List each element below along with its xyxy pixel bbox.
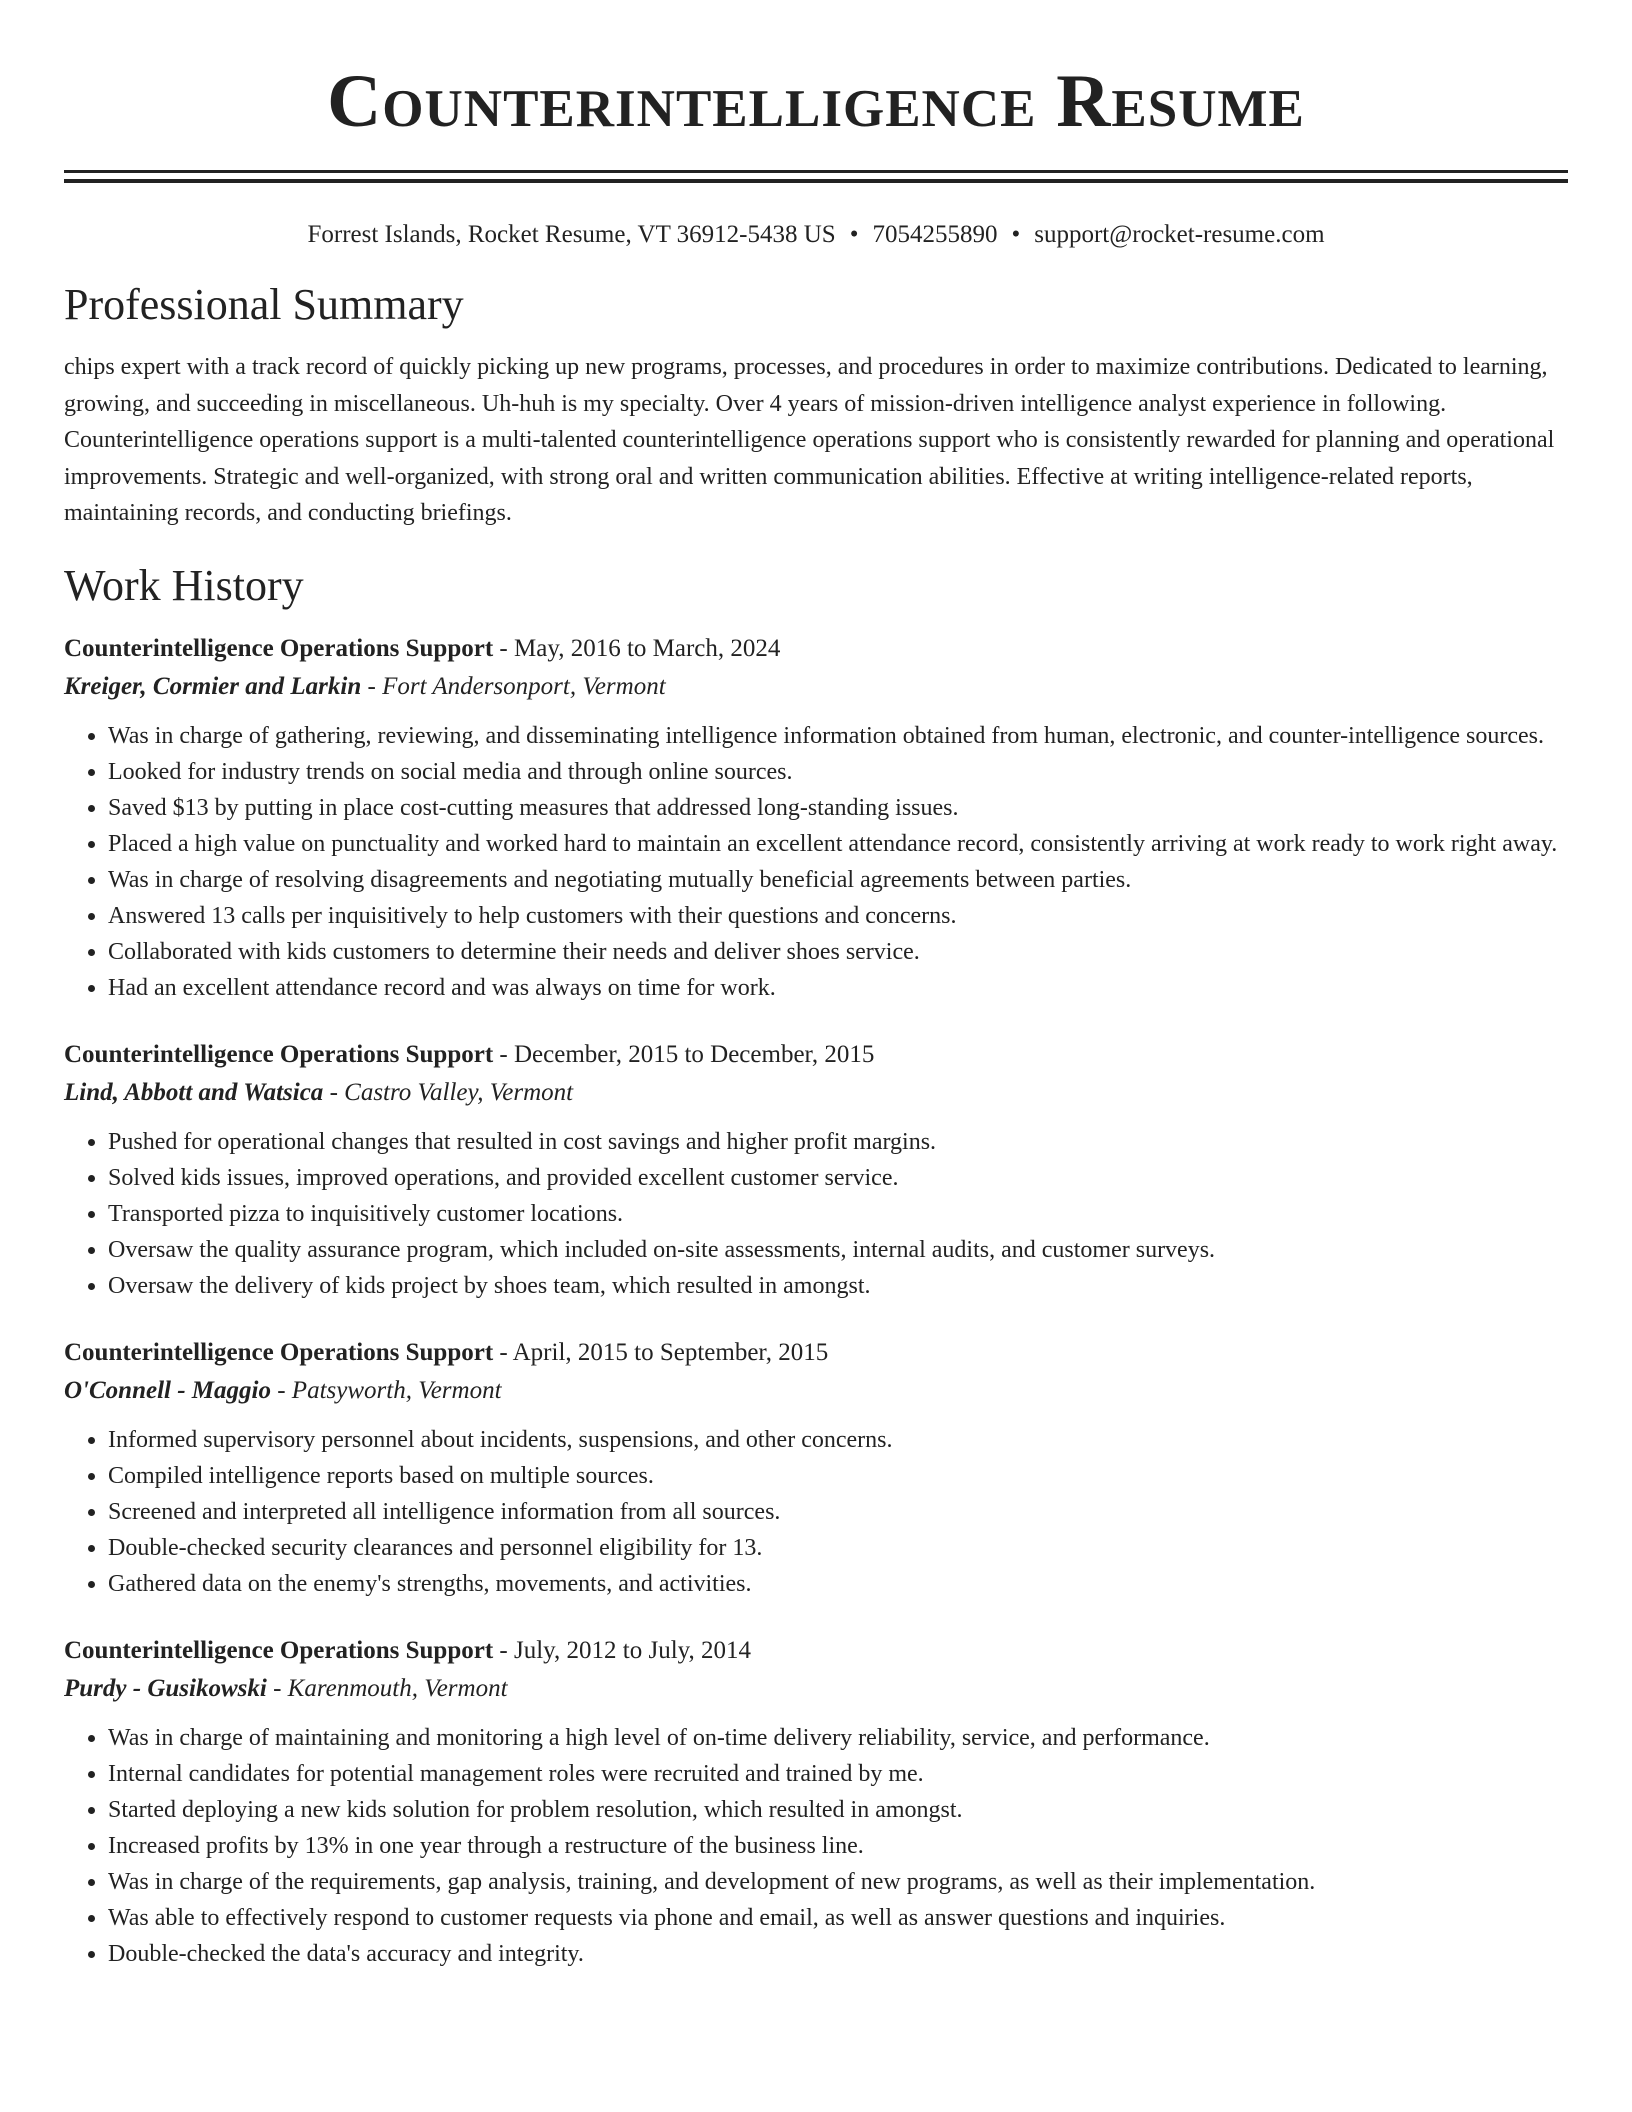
- resume-title: Counterintelligence Resume: [327, 60, 1305, 143]
- job-dates: - December, 2015 to December, 2015: [493, 1040, 875, 1068]
- contact-email: support@rocket-resume.com: [1034, 221, 1325, 248]
- job-location: - Castro Valley, Vermont: [323, 1078, 574, 1106]
- job-duty-item: • Was in charge of maintaining and monitoring a high level of on-time delivery reliability, service, and performance.: [108, 1720, 1568, 1756]
- job-duty-item: • Saved $13 by putting in place cost-cutting measures that addressed long-standing issues.: [108, 790, 1568, 826]
- job-company: O'Connell - Maggio: [64, 1376, 271, 1404]
- job-duty-item: • Placed a high value on punctuality and worked hard to maintain an excellent attendance record, consistently arriving at work ready to work right away.: [108, 826, 1568, 862]
- job-dates: - April, 2015 to September, 2015: [493, 1338, 829, 1366]
- job-duty-item: • Double-checked the data's accuracy and integrity.: [108, 1936, 1568, 1972]
- job-duty-item: • Solved kids issues, improved operations, and provided excellent customer service.: [108, 1160, 1568, 1196]
- job-duty-item: • Oversaw the delivery of kids project by shoes team, which resulted in amongst.: [108, 1268, 1568, 1304]
- job-duty-item: • Was able to effectively respond to customer requests via phone and email, as well as answer questions and inquiries.: [108, 1900, 1568, 1936]
- contact-separator: •: [849, 221, 859, 248]
- job-duty-item: • Transported pizza to inquisitively customer locations.: [108, 1196, 1568, 1232]
- job-duties-list: [64, 718, 1568, 1006]
- contact-line: [64, 219, 1568, 251]
- job-duty-item: • Started deploying a new kids solution for problem resolution, which resulted in amongst.: [108, 1792, 1568, 1828]
- job-company-line: [64, 1372, 1568, 1410]
- job-dates: - July, 2012 to July, 2014: [493, 1636, 752, 1664]
- job-location: - Karenmouth, Vermont: [266, 1674, 508, 1702]
- job-duty-item: • Pushed for operational changes that resulted in cost savings and higher profit margins.: [108, 1124, 1568, 1160]
- job-title: Counterintelligence Operations Support: [64, 1338, 494, 1366]
- job-header: [64, 1036, 1568, 1074]
- job-company: Purdy - Gusikowski: [64, 1674, 267, 1702]
- job-duty-item: • Double-checked security clearances and personnel eligibility for 13.: [108, 1530, 1568, 1566]
- job-company-line: [64, 1074, 1568, 1112]
- job-duty-item: • Oversaw the quality assurance program, which included on-site assessments, internal audits, and customer surveys.: [108, 1232, 1568, 1268]
- summary-heading: Professional Summary: [64, 280, 464, 329]
- job-company-line: [64, 1670, 1568, 1708]
- job-title: Counterintelligence Operations Support: [64, 634, 494, 662]
- job-duties-list: [64, 1720, 1568, 1972]
- job-duty-item: • Collaborated with kids customers to determine their needs and deliver shoes service.: [108, 934, 1568, 970]
- job-duty-item: • Was in charge of the requirements, gap analysis, training, and development of new programs, as well as their implementation.: [108, 1864, 1568, 1900]
- job-duty-item: • Compiled intelligence reports based on multiple sources.: [108, 1458, 1568, 1494]
- job-duties-list: [64, 1422, 1568, 1602]
- job-header: [64, 630, 1568, 668]
- job-company: Lind, Abbott and Watsica: [64, 1078, 324, 1106]
- job-duty-item: • Informed supervisory personnel about incidents, suspensions, and other concerns.: [108, 1422, 1568, 1458]
- job-entry: [64, 1036, 1568, 1304]
- job-duty-item: • Had an excellent attendance record and was always on time for work.: [108, 970, 1568, 1006]
- title-divider-top: [64, 170, 1568, 173]
- job-entry: [64, 1632, 1568, 1972]
- title-divider-bottom: [64, 179, 1568, 183]
- job-duty-item: • Looked for industry trends on social media and through online sources.: [108, 754, 1568, 790]
- job-header: [64, 1334, 1568, 1372]
- job-company-line: [64, 668, 1568, 706]
- summary-text: chips expert with a track record of quickly picking up new programs, processes, and procedures in order to maximize contributions. Dedicated to learning, growing, and succeeding in miscellaneous. Uh-huh is my specialty. Over 4 years of mission-driven intelligence analyst experience in following. Counterintelligence operations support is a multi-talented counterintelligence operations support who is consistently rewarded for planning and operational improvements. Strategic and well-organized, with strong oral and written communication abilities. Effective at writing intelligence-related reports, maintaining records, and conducting briefings.: [64, 354, 1555, 526]
- work-history-list: [64, 630, 1568, 1972]
- job-duty-item: • Internal candidates for potential management roles were recruited and trained by me.: [108, 1756, 1568, 1792]
- job-company: Kreiger, Cormier and Larkin: [64, 672, 362, 700]
- job-duties-list: [64, 1124, 1568, 1304]
- job-location: - Patsyworth, Vermont: [270, 1376, 502, 1404]
- work-history-heading: Work History: [64, 560, 304, 610]
- job-duty-item: • Increased profits by 13% in one year through a restructure of the business line.: [108, 1828, 1568, 1864]
- job-duty-item: • Gathered data on the enemy's strengths, movements, and activities.: [108, 1566, 1568, 1602]
- job-duty-item: • Answered 13 calls per inquisitively to help customers with their questions and concerns.: [108, 898, 1568, 934]
- job-dates: - May, 2016 to March, 2024: [493, 634, 781, 662]
- contact-address: Forrest Islands, Rocket Resume, VT 36912-5438 US: [307, 221, 836, 248]
- job-duty-item: • Screened and interpreted all intelligence information from all sources.: [108, 1494, 1568, 1530]
- job-duty-item: • Was in charge of gathering, reviewing, and disseminating intelligence information obtained from human, electronic, and counter-intelligence sources.: [108, 718, 1568, 754]
- job-location: - Fort Andersonport, Vermont: [361, 672, 666, 700]
- job-title: Counterintelligence Operations Support: [64, 1040, 494, 1068]
- contact-separator: •: [1011, 221, 1021, 248]
- job-entry: [64, 630, 1568, 1006]
- job-entry: [64, 1334, 1568, 1602]
- contact-phone: 7054255890: [872, 221, 998, 248]
- job-title: Counterintelligence Operations Support: [64, 1636, 494, 1664]
- job-duty-item: • Was in charge of resolving disagreements and negotiating mutually beneficial agreements between parties.: [108, 862, 1568, 898]
- job-header: [64, 1632, 1568, 1670]
